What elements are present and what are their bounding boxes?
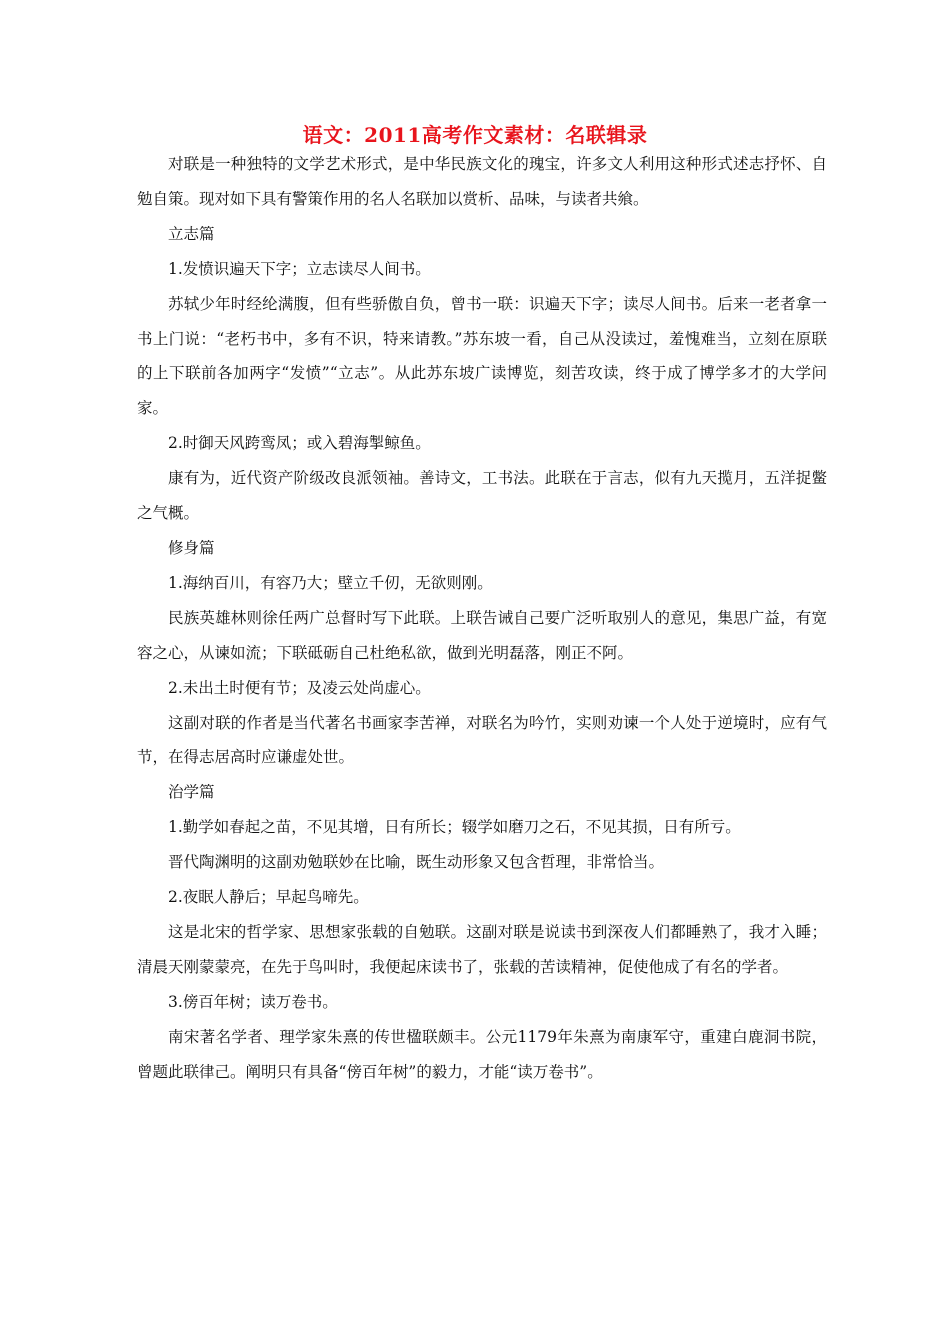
paragraph-commentary: 这副对联的作者是当代著名书画家李苦禅，对联名为吟竹，实则劝谏一个人处于逆境时，应有气节，在得志居高时应谦虚处世。 [137, 713, 827, 767]
couplet-1: 1.发愤识遍天下字；立志读尽人间书。 [168, 259, 431, 278]
couplet-4: 2.未出土时便有节；及凌云处尚虚心。 [168, 678, 431, 697]
couplet-6: 2.夜眠人静后；早起鸟啼先。 [168, 888, 369, 907]
document-body [137, 147, 827, 1089]
document-title: 语文：2011高考作文素材：名联辑录 [302, 123, 648, 147]
section-heading-zhixue: 治学篇 [168, 783, 215, 802]
paragraph-commentary: 这是北宋的哲学家、思想家张载的自勉联。这副对联是说读书到深夜人们都睡熟了，我才入睡；清晨天刚蒙蒙亮，在先于鸟叫时，我便起床读书了，张载的苦读精神，促使他成了有名的学者。 [137, 922, 827, 976]
couplet-3: 1.海纳百川，有容乃大；壁立千仞，无欲则刚。 [168, 573, 493, 592]
paragraph-commentary: 南宋著名学者、理学家朱熹的传世楹联颇丰。公元1179年朱熹为南康军守，重建白鹿洞书院，曾题此联律己。阐明只有具备“傍百年树”的毅力，才能“读万卷书”。 [137, 1027, 827, 1081]
couplet-2: 2.时御天风跨鸾凤；或入碧海掣鲸鱼。 [168, 434, 431, 453]
paragraph-commentary: 民族英雄林则徐任两广总督时写下此联。上联告诫自己要广泛听取别人的意见，集思广益，有宽容之心，从谏如流；下联砥砺自己杜绝私欲，做到光明磊落，刚正不阿。 [137, 608, 827, 662]
paragraph-commentary: 苏轼少年时经纶满腹，但有些骄傲自负，曾书一联：识遍天下字；读尽人间书。后来一老者拿一书上门说：“老朽书中，多有不识，特来请教。”苏东坡一看，自己从没读过，羞愧难当，立刻在原联的上下联前各加两字“发愤”“立志”。从此苏东坡广读博览，刻苦攻读，终于成了博学多才的大学问家。 [137, 294, 827, 418]
paragraph-commentary: 康有为，近代资产阶级改良派领袖。善诗文，工书法。此联在于言志，似有九天揽月，五洋捉鳖之气概。 [137, 469, 827, 523]
section-heading-lizhi: 立志篇 [168, 224, 215, 243]
couplet-7: 3.傍百年树；读万卷书。 [168, 992, 338, 1011]
couplet-5: 1.勤学如春起之苗，不见其增，日有所长；辍学如磨刀之石，不见其损，日有所亏。 [168, 818, 741, 837]
section-heading-xiushen: 修身篇 [168, 538, 215, 557]
paragraph-commentary: 晋代陶渊明的这副劝勉联妙在比喻，既生动形象又包含哲理，非常恰当。 [168, 853, 665, 872]
paragraph-intro: 对联是一种独特的文学艺术形式，是中华民族文化的瑰宝，许多文人利用这种形式述志抒怀、自勉自策。现对如下具有警策作用的名人名联加以赏析、品味，与读者共飨。 [137, 155, 827, 208]
